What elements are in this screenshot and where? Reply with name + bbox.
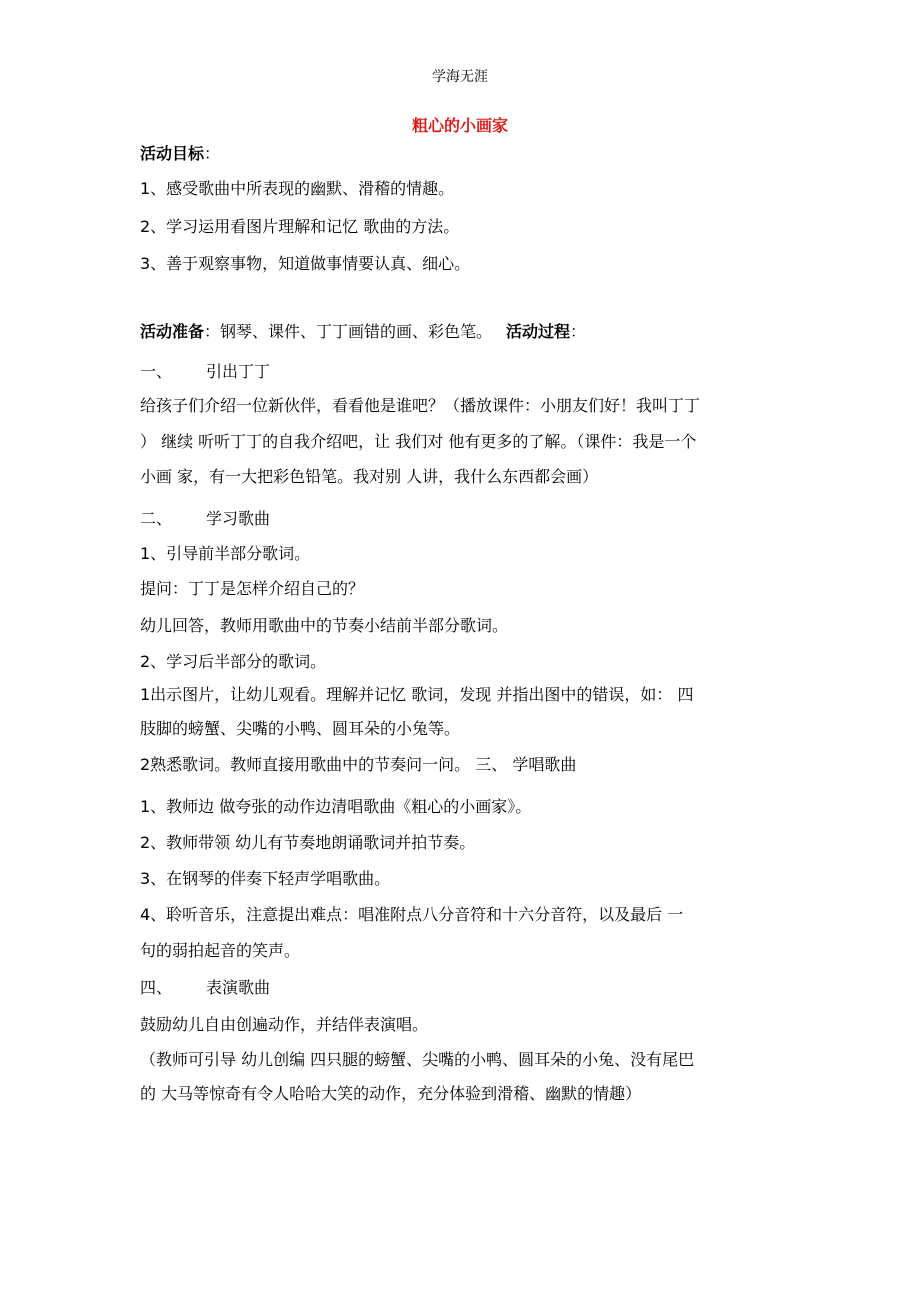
page-header: 学海无涯 — [432, 69, 488, 85]
section-number: 四、 — [140, 978, 173, 997]
sing-line: 1、教师边 做夸张的动作边清唱歌曲《粗心的小画家》。 — [140, 797, 532, 816]
goals-heading-line — [140, 143, 790, 165]
prep-text: ：钢琴、课件、丁丁画错的画、彩色笔。 — [204, 322, 493, 341]
sing-line: 3、在钢琴的伴奏下轻声学唱歌曲。 — [140, 869, 391, 888]
learn-line: 1出示图片，让幼儿观看。理解并记忆 歌词，发现 并指出图中的错误，如： 四 — [140, 685, 694, 704]
section-number: 一、 — [140, 362, 173, 381]
section-heading — [140, 508, 790, 530]
section-title: 学习歌曲 — [206, 509, 271, 528]
goal-item: 1、感受歌曲中所表现的幽默、滑稽的情趣。 — [140, 179, 455, 198]
goal-item: 2、学习运用看图片理解和记忆 歌曲的方法。 — [140, 217, 460, 236]
section-title: 表演歌曲 — [206, 978, 271, 997]
sing-line: 2、教师带领 幼儿有节奏地朗诵歌词并拍节奏。 — [140, 833, 476, 852]
goal-item: 3、善于观察事物，知道做事情要认真、细心。 — [140, 254, 471, 273]
intro-line: ） 继续 听听丁丁的自我介绍吧，让 我们对 他有更多的了解。（课件：我是一个 — [140, 432, 697, 451]
learn-line: 肢脚的螃蟹、尖嘴的小鸭、圆耳朵的小兔等。 — [140, 719, 461, 738]
learn-line: 提问：丁丁是怎样介绍自己的？ — [140, 579, 365, 598]
section-heading — [140, 977, 790, 999]
learn-line: 2熟悉歌词。教师直接用歌曲中的节奏问一问。 三、 学唱歌曲 — [140, 755, 577, 774]
prep-heading: 活动准备 — [140, 322, 205, 341]
section-title: 引出丁丁 — [206, 362, 271, 381]
prep-line — [140, 321, 790, 343]
sing-line: 句的弱拍起音的笑声。 — [140, 941, 301, 960]
perform-line: （教师可引导 幼儿创编 四只腿的螃蟹、尖嘴的小鸭、圆耳朵的小兔、没有尾巴 — [140, 1050, 695, 1069]
learn-line: 幼儿回答，教师用歌曲中的节奏小结前半部分歌词。 — [140, 616, 509, 635]
sing-line: 4、聆听音乐，注意提出难点：唱准附点八分音符和十六分音符，以及最后 一 — [140, 905, 684, 924]
process-colon: ： — [570, 322, 587, 341]
perform-line: 鼓励幼儿自由创遍动作，并结伴表演唱。 — [140, 1015, 429, 1034]
learn-line: 2、学习后半部分的歌词。 — [140, 652, 327, 671]
learn-line: 1、引导前半部分歌词。 — [140, 544, 311, 563]
section-heading — [140, 361, 790, 383]
intro-line: 小画 家，有一大把彩色铅笔。我对别 人讲，我什么东西都会画） — [140, 467, 599, 486]
section-number: 二、 — [140, 509, 173, 528]
process-heading: 活动过程 — [506, 322, 571, 341]
page-title: 粗心的小画家 — [411, 116, 508, 135]
perform-line: 的 大马等惊奇有令人哈哈大笑的动作，充分体验到滑稽、幽默的情趣） — [140, 1084, 642, 1103]
intro-line: 给孩子们介绍一位新伙伴，看看他是谁吧？（播放课件：小朋友们好！我叫丁丁 — [140, 396, 701, 415]
goals-colon: ： — [204, 144, 221, 163]
goals-heading: 活动目标 — [140, 144, 205, 163]
